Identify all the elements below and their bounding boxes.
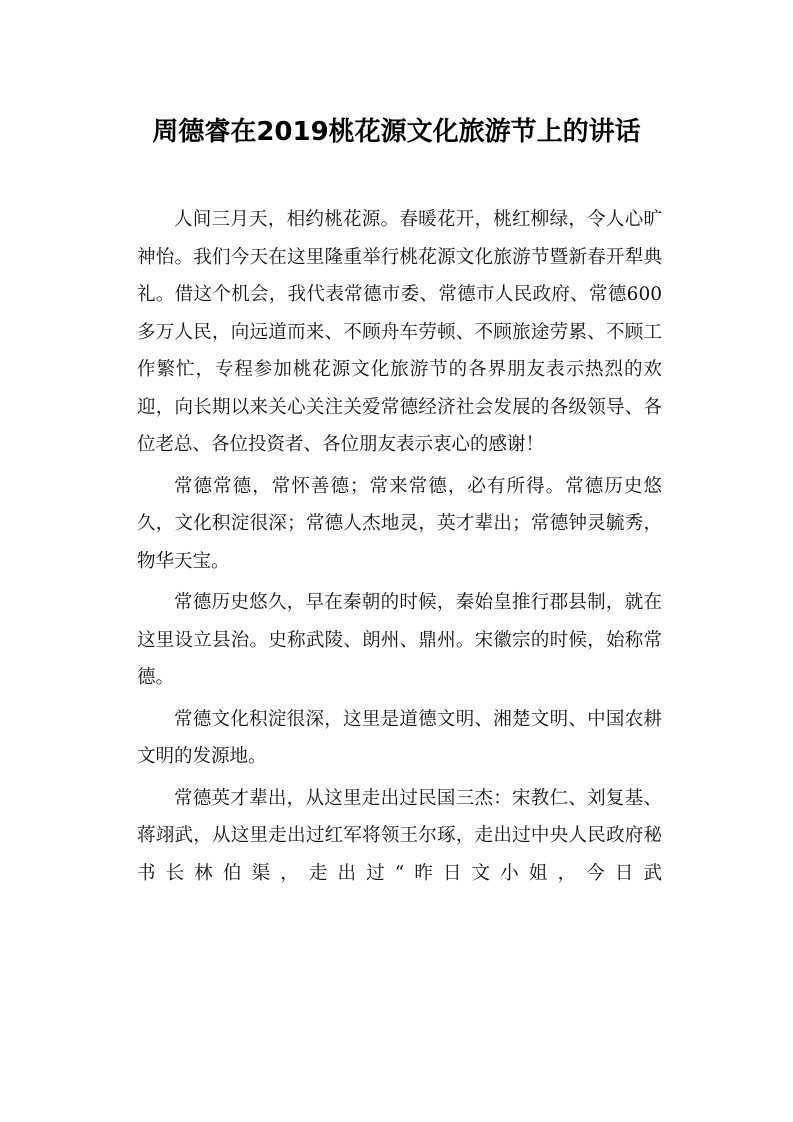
paragraph-welcome: 人间三月天，相约桃花源。春暖花开，桃红柳绿，令人心旷神怡。我们今天在这里隆重举行桃花源文化旅游节暨新春开犁典礼。借这个机会，我代表常德市委、常德市人民政府、常德600多万人民，向远道而来、不顾舟车劳顿、不顾旅途劳累、不顾工作繁忙，专程参加桃花源文化旅游节的各界朋友表示热烈的欢迎，向长期以来关心关注关爱常德经济社会发展的各级领导、各位老总、各位投资者、各位朋友表示衷心的感谢！	[137, 209, 662, 455]
paragraph-talents: 常德英才辈出，从这里走出过民国三杰：宋教仁、刘复基、蒋翊武，从这里走出过红军将领王尔琢，走出过中央人民政府秘书长林伯渠，走出过“昨日文小姐，今日武	[137, 787, 662, 884]
document-body	[137, 201, 662, 896]
paragraph-history: 常德历史悠久，早在秦朝的时候，秦始皇推行郡县制，就在这里设立县治。史称武陵、朗州、鼎州。宋徽宗的时候，始称常德。	[137, 592, 662, 688]
paragraph-culture: 常德文化积淀很深，这里是道德文明、湘楚文明、中国农耕文明的发源地。	[137, 708, 662, 767]
paragraph-changde-intro: 常德常德，常怀善德；常来常德，必有所得。常德历史悠久，文化积淀很深；常德人杰地灵，英才辈出；常德钟灵毓秀，物华天宝。	[137, 475, 662, 572]
page-title: 周德睿在2019桃花源文化旅游节上的讲话	[152, 117, 641, 147]
